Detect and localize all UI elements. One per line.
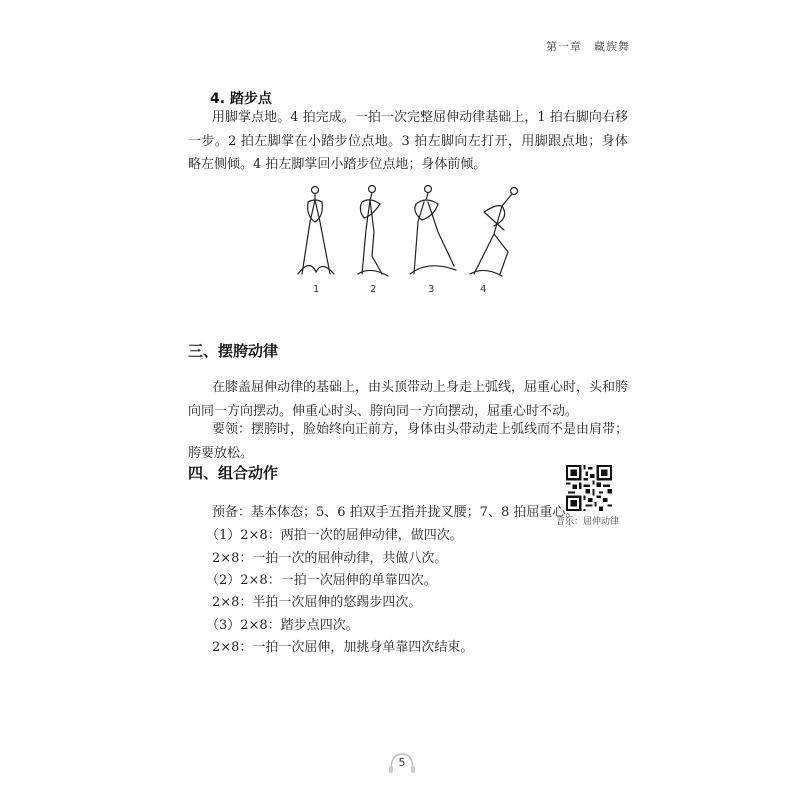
figure-label-4: 4 — [480, 284, 487, 295]
figure-label-3: 3 — [428, 284, 435, 295]
combination-line-3: 2×8：一拍一次的屈伸动律，共做八次。 — [212, 551, 448, 566]
qr-caption: 音乐：屈伸动律 — [556, 517, 620, 527]
section-title-swing-hip: 三、摆胯动律 — [188, 342, 279, 360]
combination-line-5: 2×8：半拍一次屈伸的悠踢步四次。 — [212, 595, 422, 610]
combination-line-4: （2）2×8：一拍一次屈伸的单靠四次。 — [206, 573, 437, 588]
combination-line-2: （1）2×8：两拍一次的屈伸动律，做四次。 — [206, 528, 463, 543]
figure-3 — [410, 186, 456, 275]
figure-1 — [298, 187, 334, 275]
section-swing-hip-key-points: 要领：摆胯时，脸始终向正前方，身体由头带动走上弧线而不是由肩带；胯要放松。 — [188, 422, 629, 461]
page-number-text: 5 — [398, 756, 406, 769]
running-head: 第一章 藏族舞 — [546, 40, 630, 53]
figure-label-1: 1 — [313, 284, 320, 295]
section-swing-hip-paragraph: 在膝盖屈伸动律的基础上，由头顶带动上身走上弧线，屈重心时，头和胯向同一方向摆动。伸重心时头、胯向同一方向摆动，屈重心时不动。 — [188, 380, 629, 419]
page-number — [387, 748, 417, 778]
subsection-title: 4. 踏步点 — [210, 91, 272, 107]
figure-label-2: 2 — [370, 284, 377, 295]
figure-4 — [470, 188, 518, 277]
combination-line-6: （3）2×8：踏步点四次。 — [206, 618, 359, 633]
combination-line-7: 2×8：一拍一次屈伸，加挑身单靠四次结束。 — [212, 640, 474, 655]
figure-2 — [358, 186, 388, 277]
section-title-combination: 四、组合动作 — [188, 464, 279, 482]
combination-line-1: 预备：基本体态；5、6 拍双手五指并拢叉腰；7、8 拍屈重心。 — [212, 505, 579, 520]
subsection-body: 用脚掌点地。4 拍完成。一拍一次完整屈伸动律基础上，1 拍右脚向右移一步。2 拍左脚掌在小踏步位点地。3 拍左脚向左打开，用脚跟点地；身体略左侧倾。4 拍左脚掌回小踏步位点地；身体前倾。 — [188, 110, 628, 172]
